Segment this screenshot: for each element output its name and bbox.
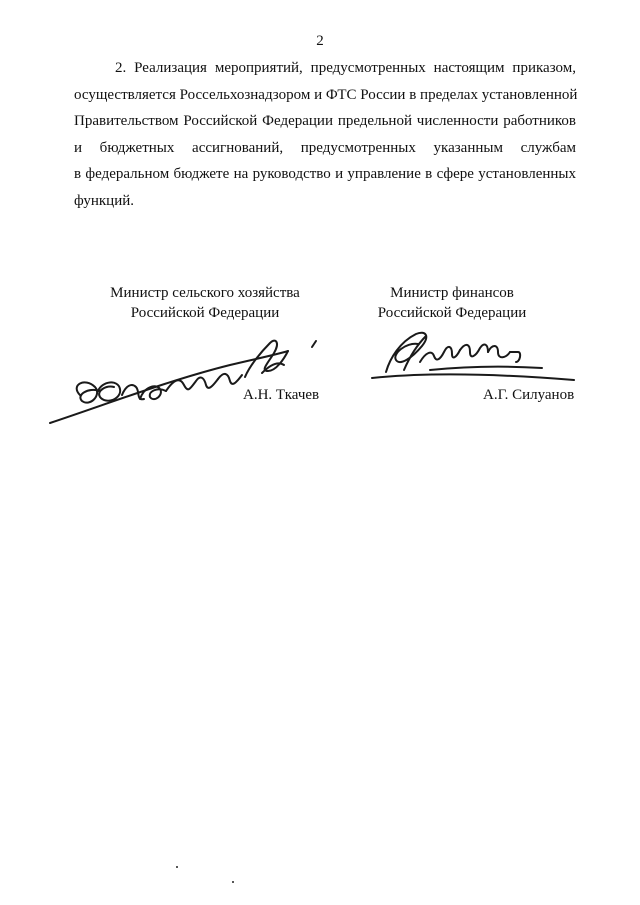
left-handwritten-signature (40, 325, 330, 430)
body-line: функций. (74, 192, 134, 209)
page-number: 2 (316, 33, 324, 49)
right-handwritten-signature (360, 322, 580, 387)
body-line: осуществляется Россельхознадзором и ФТС России в пределах установленной (74, 86, 578, 103)
right-title-line1: Министр финансов (390, 285, 514, 301)
body-paragraph (74, 55, 576, 215)
right-signatory-name: А.Г. Силуанов (483, 387, 575, 403)
body-line: в федеральном бюджете на руководство и управление в сфере установленных (74, 166, 576, 183)
left-signatory-name: А.Н. Ткачев (243, 387, 320, 403)
body-line: Правительством Российской Федерации предельной численности работников (74, 113, 576, 130)
left-signatory-title (90, 283, 320, 323)
scan-speck (176, 866, 178, 868)
left-title-line2: Российской Федерации (130, 305, 280, 321)
right-signatory-title (362, 283, 542, 323)
right-title-line2: Российской Федерации (377, 305, 527, 321)
body-line: 2. Реализация мероприятий, предусмотренных настоящим приказом, (115, 60, 576, 76)
body-line: и бюджетных ассигнований, предусмотренных указанным службам (74, 139, 576, 156)
left-title-line1: Министр сельского хозяйства (110, 285, 300, 301)
scan-speck (232, 881, 234, 883)
